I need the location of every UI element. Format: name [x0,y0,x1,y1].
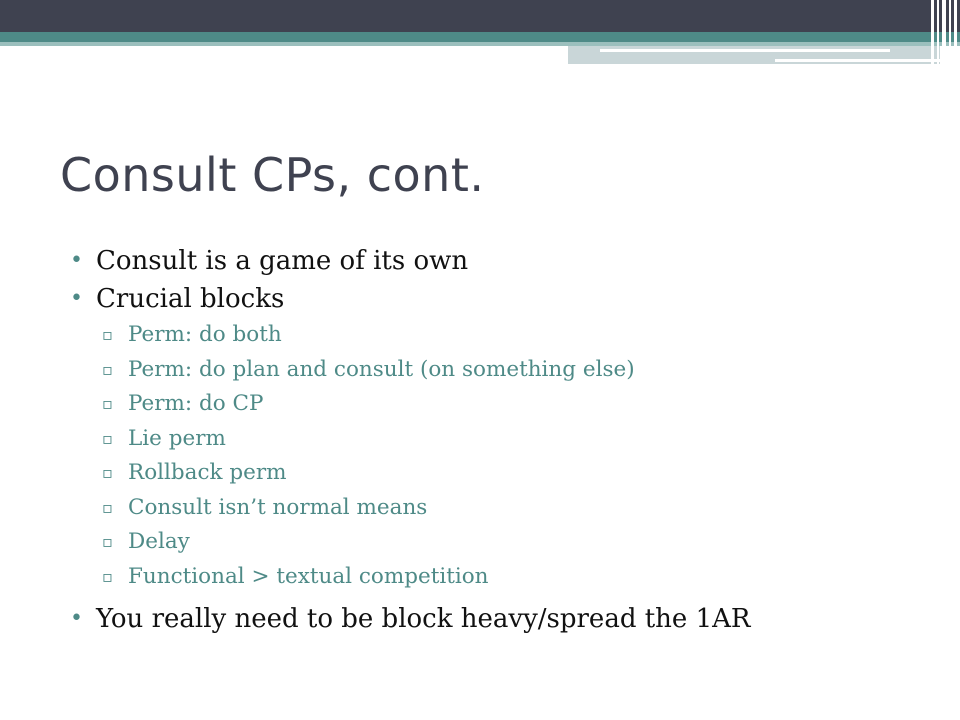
sub-bullet-text: Perm: do plan and consult (on something else) [128,356,635,382]
sub-bullet-text: Delay [128,529,190,554]
sub-bullet-item [70,560,930,595]
sub-bullet-icon: ▫ [102,394,113,413]
banner-stripe [949,0,951,64]
sub-bullet-item [70,387,930,422]
banner-dark-band [0,0,960,32]
sub-bullet-item [70,353,930,388]
sub-bullet-text: Consult isn’t normal means [128,494,428,520]
sub-bullet-icon: ▫ [102,359,113,379]
bullet-icon: • [70,248,83,273]
sub-bullet-item [70,318,930,353]
sub-bullet-text: Perm: do both [128,322,282,347]
slide-title: Consult CPs, cont. [60,148,485,202]
sub-bullet-item [70,491,930,526]
sub-bullet-text: Functional > textual competition [128,563,489,589]
sub-bullet-text: Lie perm [128,425,226,451]
sub-bullet-icon: ▫ [102,497,113,517]
banner-stripe [931,0,934,64]
banner-stripe [954,0,957,64]
sub-bullet-icon: ▫ [102,428,113,448]
banner-white-line [600,49,890,52]
bullet-icon: • [70,606,83,631]
banner-white-line [775,59,940,62]
bullet-text: Consult is a game of its own [96,246,469,276]
sub-bullet-icon: ▫ [102,566,113,586]
sub-bullet-item [70,525,930,560]
bullet-list [70,600,930,638]
bullet-icon: • [70,286,83,311]
sub-bullet-icon: ▫ [102,532,113,551]
slide-body [70,242,930,638]
bullet-list [70,242,930,318]
bullet-text: You really need to be block heavy/spread the 1AR [96,604,751,634]
sub-bullet-text: Perm: do CP [128,391,264,416]
banner-stripe [942,0,946,64]
sub-bullet-item [70,422,930,457]
sub-bullet-list [70,318,930,594]
banner-stripe [937,0,939,64]
bullet-item [70,242,930,280]
bullet-text: Crucial blocks [96,284,285,314]
sub-bullet-icon: ▫ [102,325,113,344]
sub-bullet-text: Rollback perm [128,460,287,485]
sub-bullet-icon: ▫ [102,463,113,482]
bullet-item [70,280,930,318]
sub-bullet-item [70,456,930,491]
bullet-item [70,600,930,638]
banner-teal-band [0,32,960,42]
